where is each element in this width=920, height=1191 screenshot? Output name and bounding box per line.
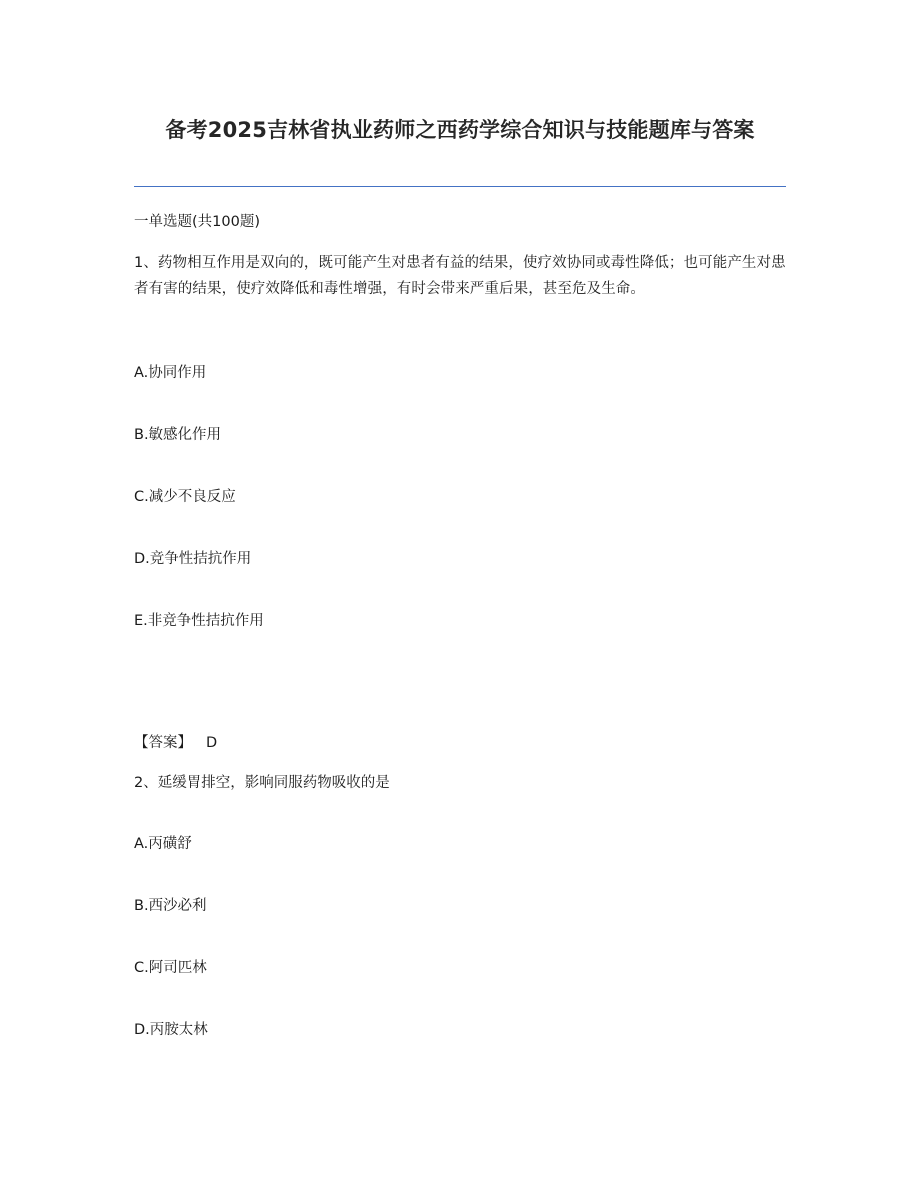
question-1-option-e: E.非竞争性拮抗作用: [134, 613, 264, 629]
question-2-option-b: B.西沙必利: [134, 898, 207, 914]
question-1-option-c: C.减少不良反应: [134, 489, 236, 505]
question-1-option-a: A.协同作用: [134, 365, 207, 381]
title-divider: [134, 186, 786, 187]
question-1-option-b: B.敏感化作用: [134, 427, 222, 443]
answer-label: 【答案】: [134, 735, 192, 751]
answer-value: D: [206, 735, 218, 751]
question-2-stem: 2、延缓胃排空，影响同服药物吸收的是: [134, 775, 390, 791]
question-1-answer: [134, 731, 786, 755]
question-1-option-d: D.竞争性拮抗作用: [134, 551, 252, 567]
question-2-option-c: C.阿司匹林: [134, 960, 207, 976]
question-1-stem: 1、药物相互作用是双向的，既可能产生对患者有益的结果，使疗效协同或毒性降低；也可能产生对患者有害的结果，使疗效降低和毒性增强，有时会带来严重后果，甚至危及生命。: [134, 255, 786, 297]
section-heading: 一单选题(共100题): [134, 214, 260, 230]
question-2-option-d: D.丙胺太林: [134, 1022, 208, 1038]
question-2-option-a: A.丙磺舒: [134, 836, 192, 852]
document-title: 备考2025吉林省执业药师之西药学综合知识与技能题库与答案: [165, 118, 755, 142]
